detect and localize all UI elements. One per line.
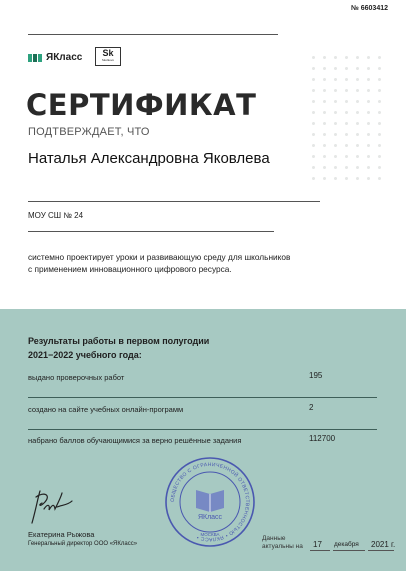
description xyxy=(28,251,358,275)
confirms-label: ПОДТВЕРЖДАЕТ, ЧТО xyxy=(28,126,150,138)
results-row-label: набрано баллов обучающимися за верно решённые задания xyxy=(28,436,242,445)
date-month-underline xyxy=(333,550,365,551)
results-row xyxy=(28,403,377,430)
recipient-name: Наталья Александровна Яковлева xyxy=(28,150,270,167)
skolkovo-logo-subtext: Skolkovo xyxy=(101,58,115,62)
signer-name: Екатерина Рыжова xyxy=(28,530,95,539)
stamp-seal-icon xyxy=(164,456,256,548)
results-title xyxy=(28,334,209,362)
signature-icon xyxy=(28,487,78,529)
certificate-number: № 6603412 xyxy=(351,5,388,12)
certificate-title: СЕРТИФИКАТ xyxy=(26,88,257,122)
results-title-line: 2021−2022 учебного года: xyxy=(28,350,142,360)
date-day-underline xyxy=(310,550,330,551)
results-row xyxy=(28,371,377,398)
yaklass-logo-icon xyxy=(28,54,42,62)
date-label xyxy=(262,535,303,551)
yaklass-logo xyxy=(28,52,82,63)
skolkovo-logo-text: Sk xyxy=(102,48,114,58)
results-row-label: выдано проверочных работ xyxy=(28,373,125,382)
yaklass-logo-text: ЯКласс xyxy=(46,52,83,63)
top-divider xyxy=(28,34,278,35)
svg-text:МОСКВА: МОСКВА xyxy=(200,532,220,537)
svg-text:ОБЩЕСТВО С ОГРАНИЧЕННОЙ ОТВЕТС: ОБЩЕСТВО С ОГРАНИЧЕННОЙ ОТВЕТСТВЕННОСТЬЮ • ЯКЛАСС • xyxy=(169,461,251,543)
date-year: 2021 г. xyxy=(371,540,396,549)
results-row-label: создано на сайте учебных онлайн-программ xyxy=(28,405,184,414)
decorative-dot-grid xyxy=(308,52,386,182)
results-title-line: Результаты работы в первом полугодии xyxy=(28,336,210,346)
results-row-value: 195 xyxy=(309,371,323,380)
date-month: декабря xyxy=(334,541,359,548)
results-row-value: 2 xyxy=(309,403,314,412)
date-year-underline xyxy=(368,550,394,551)
description-line: с применением инновационного цифрового ресурса. xyxy=(28,264,232,274)
date-day: 17 xyxy=(313,540,322,549)
results-row-value: 112700 xyxy=(309,434,336,443)
svg-text:ЯКласс: ЯКласс xyxy=(197,514,223,521)
skolkovo-logo xyxy=(95,47,121,66)
signer-role: Генеральный директор ООО «ЯКласс» xyxy=(28,541,138,547)
date-label-line: актуальны на xyxy=(262,543,303,550)
date-label-line: Данные xyxy=(262,535,286,542)
description-line: системно проектирует уроки и развивающую среду для школьников xyxy=(28,252,291,262)
name-underline xyxy=(28,201,320,202)
school-name: МОУ СШ № 24 xyxy=(28,211,84,220)
school-underline xyxy=(28,231,274,232)
